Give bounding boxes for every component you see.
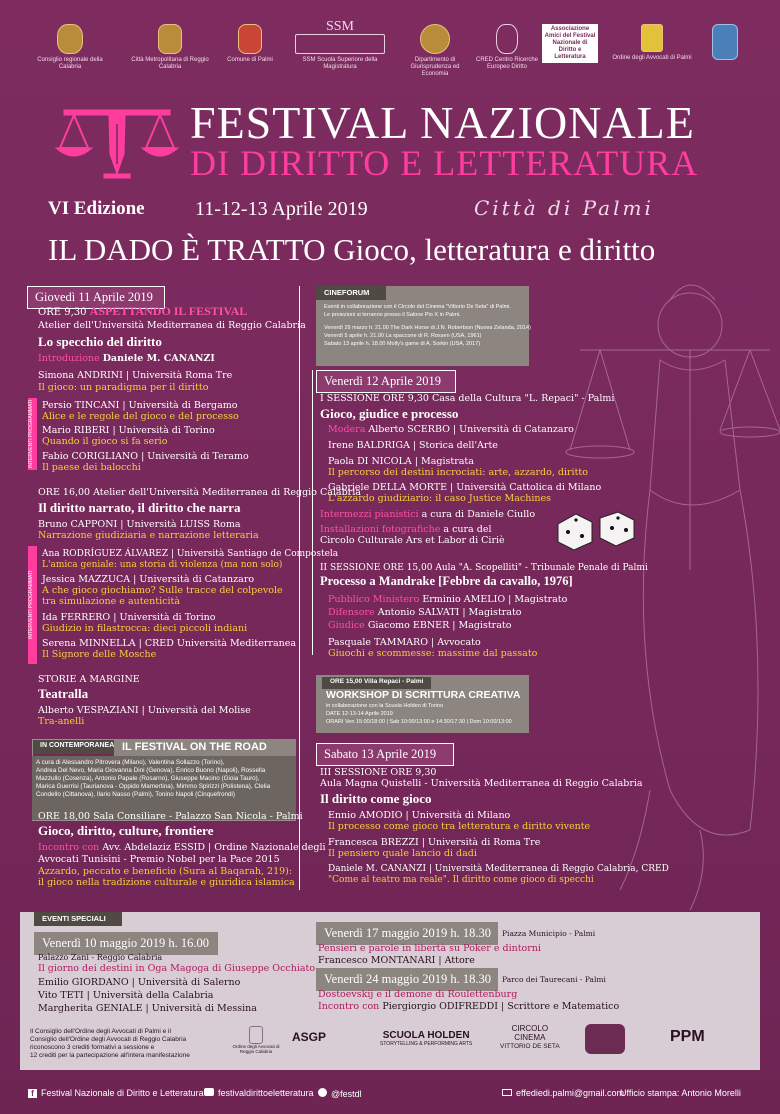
- speaker-line: Simona ANDRINI | Università Roma Tre: [38, 370, 233, 381]
- programmed-sidebar: [28, 546, 37, 664]
- cineforum-line: Le proiezioni si terranno presso il Salone Pio X in Palmi.: [324, 312, 461, 318]
- session-title: Teatralla: [38, 686, 89, 701]
- value: a cura di Daniele Ciullo: [421, 509, 536, 520]
- sponsor-label: Ordine degli Avvocati di Reggio Calabria: [232, 1044, 280, 1054]
- contemporanea-tag: IN CONTEMPORANEA: [32, 739, 114, 754]
- sponsor-label: VITTORIO DE SETA: [500, 1043, 560, 1050]
- speaker-line: [328, 620, 511, 631]
- event-c-header: Venerdì 24 maggio 2019 h. 18.30: [316, 968, 498, 991]
- label: Installazioni fotografiche: [320, 524, 444, 535]
- speaker-line: Fabio CORIGLIANO | Università di Teramo: [42, 451, 249, 462]
- facebook-icon: f: [28, 1089, 37, 1098]
- day3-header: Sabato 13 Aprile 2019: [316, 743, 454, 766]
- speaker-line: Ana RODRÍGUEZ ÁLVAREZ | Università Santiago de Compostela: [42, 549, 339, 559]
- speaker-line: Irene BALDRIGA | Storica dell'Arte: [328, 440, 498, 451]
- speaker: Avv. Abdelaziz ESSID | Ordine Nazionale degli: [102, 842, 326, 853]
- talk-title: Alice e le regole del gioco e del processo: [42, 411, 239, 422]
- talk-title: Il paese dei balocchi: [42, 462, 141, 473]
- sponsor-label: SCUOLA HOLDEN: [382, 1030, 470, 1041]
- workshop-title: WORKSHOP DI SCRITTURA CREATIVA: [326, 689, 521, 701]
- logo-comune-palmi: Comune di Palmi: [225, 24, 275, 64]
- talk-title: Il gioco: un paradigma per il diritto: [38, 382, 209, 393]
- sponsor-label: STORYTELLING & PERFORMING ARTS: [380, 1041, 473, 1047]
- cineforum-line: Eventi in collaborazione con il Circolo del Cinema "Vittorio De Seta" di Palmi.: [324, 304, 511, 310]
- credits-text: Il Consiglio dell'Ordine degli Avvocati di Palmi e il: [30, 1028, 171, 1035]
- credits-text: Consiglio dell'Ordine degli Avvocati di Reggio Calabria: [30, 1036, 187, 1043]
- workshop-line: ORARI Ven 15:00/18:00 | Sab 10:00/13:00 e 14:30/17:30 | Dom 10:00/13:00: [326, 719, 512, 725]
- sponsor-circolo: [500, 1024, 560, 1051]
- road-line: A cura di Alessandro Pitrovera (Milano), Valentina Sollazzo (Torino),: [36, 759, 225, 766]
- speaker: Piergiorgio ODIFREDDI | Scrittore e Matematico: [382, 1001, 620, 1012]
- speaker-line: Avvocati Tunisini - Premio Nobel per la Pace 2015: [38, 854, 280, 865]
- speaker-line: Bruno CAPPONI | Università LUISS Roma: [38, 519, 241, 530]
- city-label: Città di Palmi: [474, 196, 654, 220]
- label: Intermezzi pianistici: [320, 509, 422, 520]
- festival-title: FESTIVAL NAZIONALE: [190, 97, 695, 148]
- role: Incontro con: [318, 1001, 383, 1012]
- role: Giudice: [328, 620, 368, 631]
- session-time: ORE 16,00 Atelier dell'Università Mediterranea di Reggio Calabria: [38, 487, 361, 498]
- special-events-section: [20, 912, 760, 1070]
- sidebar-label: INTERVENTI PROGRAMMATI: [28, 570, 34, 640]
- talk-title: Tra-anelli: [38, 716, 85, 727]
- sponsor-logos: [20, 20, 760, 90]
- cineforum-line: Venerdì 5 aprile h. 21.00 La spaccone di R. Rossen (USA, 1961): [324, 333, 482, 339]
- road-title: IL FESTIVAL ON THE ROAD: [114, 739, 296, 756]
- workshop-line: DATE 12-13-14 Aprile 2019: [326, 711, 393, 717]
- sponsor-ordine-rc: [226, 1026, 286, 1054]
- logo-consiglio-regionale: Consiglio regionale della Calabria: [35, 24, 105, 71]
- theme-main: IL DADO È TRATTO: [48, 232, 326, 267]
- talk-title: Azzardo, peccato e beneficio (Sura al Baqarah, 219):: [38, 866, 293, 877]
- role: Modera: [328, 424, 369, 435]
- event-c-venue: Parco dei Taurecani - Palmi: [502, 975, 606, 984]
- event-a-venue: Palazzo Zani - Reggio Calabria: [38, 953, 163, 962]
- talk-title: "Come al teatro ma reale". Il diritto come gioco di specchi: [328, 875, 594, 885]
- speaker-line: Ennio AMODIO | Università di Milano: [328, 810, 511, 821]
- speaker-line: [328, 607, 522, 618]
- twitter-icon: [318, 1088, 327, 1097]
- speaker: Alberto SCERBO | Università di Catanzaro: [368, 424, 574, 435]
- speaker-line: [38, 842, 326, 853]
- logo-citta-metropolitana: Città Metropolitana di Reggio Calabria: [130, 24, 210, 71]
- road-line: Marica Guerrisi (Taurianova - Oppido Mamertina), Mimmo Spirizzi (Polistena), Clelia: [36, 783, 271, 790]
- time: ORE 9,30: [38, 307, 90, 318]
- speaker-line: Ida FERRERO | Università di Torino: [42, 612, 216, 623]
- session-time: II SESSIONE ORE 15,00 Aula "A. Scopelliti" - Tribunale Penale di Palmi: [320, 563, 648, 573]
- speaker-line: [328, 594, 567, 605]
- scales-pen-logo-icon: [52, 102, 182, 182]
- festival-subtitle: DI DIRITTO E LETTERATURA: [190, 143, 699, 183]
- event-a-title: Il giorno dei destini in Oga Magoga di Giuseppe Occhiato: [38, 963, 316, 974]
- speaker: Antonio SALVATI | Magistrato: [377, 607, 522, 618]
- youtube-icon: [204, 1088, 214, 1096]
- speaker-line: Vito TETI | Università della Calabria: [38, 990, 214, 1001]
- email-label: effediedi.palmi@gmail.com: [516, 1088, 625, 1098]
- session-title: Gioco, diritto, culture, frontiere: [38, 823, 214, 838]
- festival-dates: 11-12-13 Aprile 2019: [195, 198, 368, 220]
- speaker-line: Serena MINNELLA | CRED Università Mediterranea: [42, 638, 297, 649]
- talk-title: tra simulazione e autenticità: [42, 596, 180, 607]
- speaker-line: Alberto VESPAZIANI | Università del Molise: [38, 705, 251, 716]
- sponsor-label: CIRCOLO: [511, 1024, 549, 1033]
- photo-line: [320, 524, 491, 535]
- speaker-line: [328, 424, 574, 435]
- youtube-label: festivaldirittoeletteratura: [218, 1088, 314, 1098]
- session-title: Il diritto come gioco: [320, 791, 432, 806]
- role: Incontro con: [38, 842, 103, 853]
- programmed-sidebar: [28, 398, 37, 470]
- photo-line: Circolo Culturale Ars et Labor di Ciriè: [320, 535, 505, 546]
- session-title: Processo a Mandrake [Febbre da cavallo, 1976]: [320, 574, 573, 588]
- talk-title: Il percorso dei destini incrociati: arte, azzardo, diritto: [328, 467, 588, 478]
- day1-time: [38, 306, 247, 318]
- ordine-rc-emblem-icon: [249, 1026, 263, 1044]
- talk-title: Giudizio in filastrocca: dieci piccoli indiani: [42, 623, 248, 634]
- talk-title: Il pensiero quale lancio di dadi: [328, 848, 477, 859]
- cineforum-line: Venerdì 29 marzo h. 21.00 The Dark Horse di J.N. Robertson (Nuova Zelanda, 2014): [324, 325, 531, 331]
- speaker-line: Paola DI NICOLA | Magistrata: [328, 456, 474, 467]
- road-line: Mazzullo (Cosenza), Antonio Papale (Rosarno), Giuseppe Macino (Gioia Tauro),: [36, 775, 260, 782]
- day1-venue: Atelier dell'Università Mediterranea di Reggio Calabria: [38, 320, 306, 331]
- role: Pubblico Ministero: [328, 594, 423, 605]
- road-line: Condello (Cittanova), Ilario Nasso (Palmi), Tonino Napoli (Cinquefrondi): [36, 791, 236, 798]
- speaker-line: Pasquale TAMMARO | Avvocato: [328, 637, 481, 648]
- session-title: Lo specchio del diritto: [38, 334, 162, 349]
- speaker-line: Persio TINCANI | Università di Bergamo: [42, 400, 238, 411]
- event-b-venue: Piazza Municipio - Palmi: [502, 929, 596, 938]
- role: Difensore: [328, 607, 378, 618]
- sidebar-label: INTERVENTI PROGRAMMATI: [28, 399, 34, 469]
- music-line: [320, 509, 535, 520]
- twitter-label: @festdl: [331, 1089, 362, 1099]
- talk-title: Il Signore delle Mosche: [42, 649, 157, 660]
- theme-sub: Gioco, letteratura e diritto: [325, 232, 656, 267]
- logo-amici-festival: Associazione Amici del Festival Nazionale di Diritto e Letteratura: [542, 24, 598, 63]
- youtube-link[interactable]: [204, 1088, 314, 1098]
- workshop-line: in collaborazione con la Scuola Holden di Torino: [326, 703, 444, 709]
- talk-title: Giuochi e scommesse: massime dal passato: [328, 648, 538, 659]
- session-time: I SESSIONE ORE 9,30 Casa della Cultura "L. Repaci" - Palmi: [320, 393, 615, 404]
- event-a-header: Venerdì 10 maggio 2019 h. 16.00: [34, 932, 218, 955]
- sponsor-ppm: PPM: [670, 1028, 705, 1045]
- mail-icon: [502, 1089, 512, 1096]
- session-title: Gioco, giudice e processo: [320, 406, 459, 421]
- session-venue: Aula Magna Quistelli - Università Mediterranea di Reggio Calabria: [320, 778, 643, 789]
- talk-title: Il processo come gioco tra letteratura e diritto vivente: [328, 821, 591, 832]
- talk-title: L'azzardo giudiziario: il caso Justice Machines: [328, 493, 552, 504]
- session-time: III SESSIONE ORE 9,30: [320, 767, 437, 778]
- logo-profile: [705, 24, 745, 63]
- sponsor-holden: [380, 1030, 472, 1047]
- value: a cura del: [443, 524, 492, 535]
- sponsor-badge-icon: [585, 1024, 625, 1054]
- edition-label: VI Edizione: [48, 198, 145, 219]
- press-office: Ufficio stampa: Antonio Morelli: [620, 1088, 741, 1098]
- credits-text: 12 crediti per la partecipazione all'intera manifestazione: [30, 1052, 190, 1059]
- cineforum-line: Sabato 13 aprile h. 18.00 Molly's game di A. Sorkin (USA, 2017): [324, 341, 481, 347]
- day2-header: Venerdì 12 Aprile 2019: [316, 370, 456, 393]
- cineforum-tag: CINEFORUM: [316, 286, 386, 300]
- logo-ordine-avvocati-palmi: Ordine degli Avvocati di Palmi: [612, 24, 692, 62]
- footer: [0, 1078, 780, 1114]
- facebook-link[interactable]: [28, 1088, 204, 1098]
- role: Introduzione: [38, 353, 103, 364]
- credits-text: riconoscono 3 crediti formativi a sessione e: [30, 1044, 155, 1051]
- speaker: Erminio AMELIO | Magistrato: [422, 594, 568, 605]
- speaker-line: Margherita GENIALE | Università di Messina: [38, 1003, 257, 1014]
- intro-line: [38, 353, 215, 364]
- speaker-line: [318, 1001, 619, 1012]
- aspettando-title: ASPETTANDO IL FESTIVAL: [89, 304, 248, 318]
- speaker-line: Emilio GIORDANO | Università di Salerno: [38, 977, 241, 988]
- logo-dipartimento: Dipartimento di Giurisprudenza ed Economia: [400, 24, 470, 78]
- talk-title: Narrazione giudiziaria e narrazione letteraria: [38, 530, 259, 541]
- section-label: STORIE A MARGINE: [38, 674, 140, 685]
- logo-ssm: SSM SSM Scuola Superiore della Magistratura: [288, 20, 392, 71]
- speaker-line: Francesca BREZZI | Università di Roma Tre: [328, 837, 541, 848]
- email-link[interactable]: [502, 1088, 624, 1098]
- workshop-tag: ORE 15,00 Villa Repaci - Palmi: [322, 677, 431, 689]
- road-line: Andrea Del Nevo, Maria Giovanna Dini (Genova), Enrico Buono (Napoli), Rossella: [36, 767, 266, 774]
- talk-title: A che gioco giochiamo? Sulle tracce del colpevole: [42, 585, 283, 596]
- talk-title: il gioco nella tradizione culturale e giuridica islamica: [38, 877, 295, 888]
- event-c-title: Dostoevskij e il demone di Roulettenburg: [318, 989, 518, 1000]
- session-title: Il diritto narrato, il diritto che narra: [38, 500, 241, 515]
- facebook-label: Festival Nazionale di Diritto e Letteratura: [41, 1088, 204, 1098]
- speaker: Giacomo EBNER | Magistrato: [367, 620, 512, 631]
- speaker-line: Gabriele DELLA MORTE | Università Cattolica di Milano: [328, 482, 602, 493]
- talk-title: L'amica geniale: una storia di violenza (ma non solo): [42, 560, 283, 570]
- special-tag: EVENTI SPECIALI: [34, 912, 122, 926]
- dice-icon: [548, 504, 638, 554]
- speaker-line: Jessica MAZZUCA | Università di Catanzaro: [42, 574, 255, 585]
- session-time: ORE 18,00 Sala Consiliare - Palazzo San Nicola - Palmi: [38, 811, 303, 822]
- sponsor-label: CINEMA: [514, 1033, 546, 1042]
- theme-tagline: [48, 232, 655, 268]
- speaker: Daniele M. CANANZI: [102, 353, 215, 364]
- twitter-link[interactable]: [318, 1088, 362, 1099]
- day1-header: Giovedì 11 Aprile 2019: [27, 286, 165, 309]
- event-b-header: Venerdì 17 maggio 2019 h. 18.30: [316, 922, 498, 945]
- speaker-line: Francesco MONTANARI | Attore: [318, 955, 475, 966]
- event-b-title: Pensieri e parole in libertà su Poker e dintorni: [318, 943, 541, 954]
- sponsor-asgp: ASGP: [292, 1030, 327, 1044]
- talk-title: Quando il gioco si fa serio: [42, 436, 168, 447]
- speaker-line: Mario RIBERI | Università di Torino: [42, 425, 215, 436]
- logo-cred: CRED Centro Ricerche Europeo Diritto: [472, 24, 542, 71]
- speaker-line: Daniele M. CANANZI | Università Mediterranea di Reggio Calabria, CRED: [328, 864, 669, 874]
